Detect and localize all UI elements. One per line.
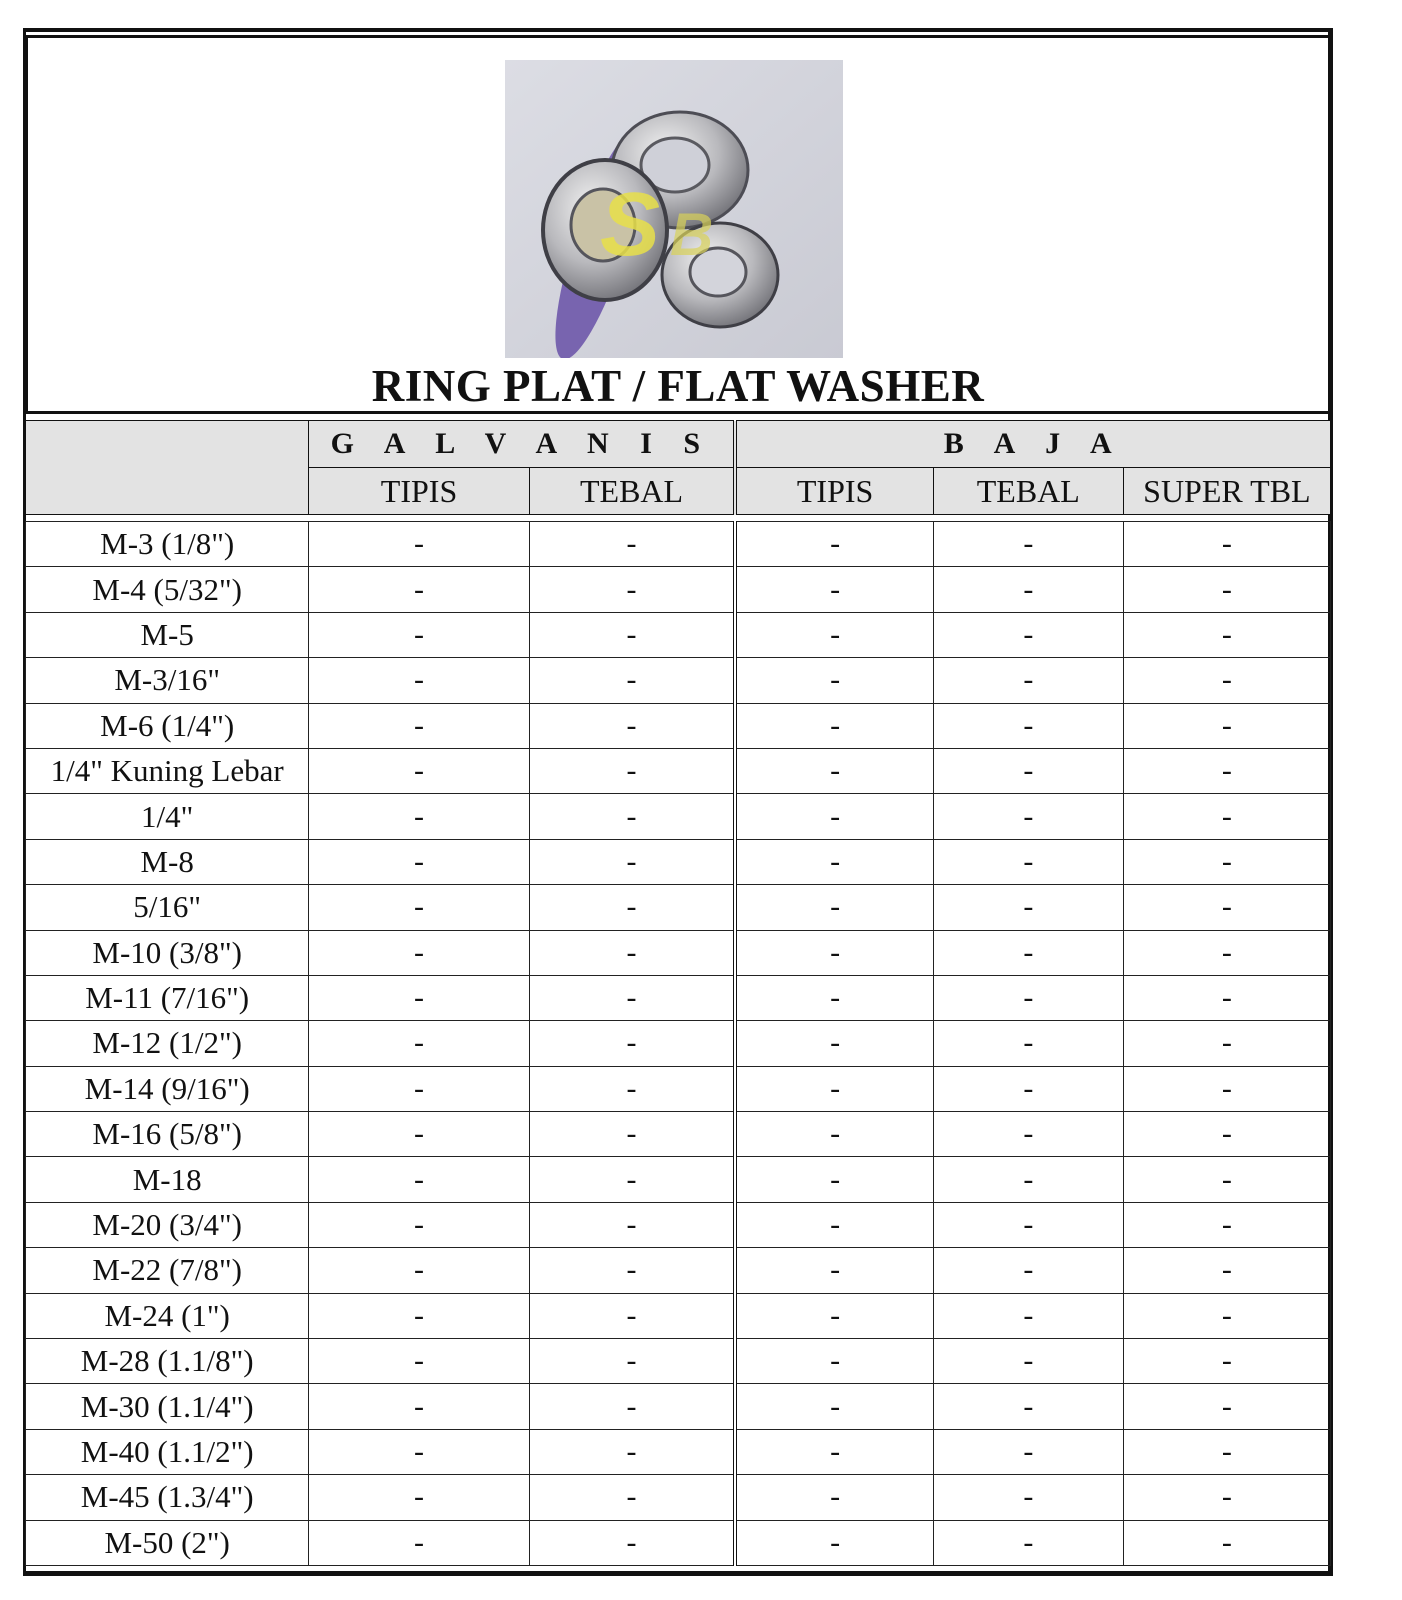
galvanis-tebal-cell: - [529, 839, 735, 884]
baja-super-cell: - [1123, 975, 1330, 1020]
baja-super-cell: - [1123, 1339, 1330, 1384]
galvanis-tebal-cell: - [529, 522, 735, 567]
table-row [26, 1066, 1331, 1111]
galvanis-tebal-cell: - [529, 1520, 735, 1565]
table-row [26, 1475, 1331, 1520]
baja-tipis-cell: - [735, 703, 933, 748]
baja-tebal-cell: - [933, 1339, 1123, 1384]
table-row [26, 1202, 1331, 1247]
galvanis-tebal-cell: - [529, 930, 735, 975]
galvanis-tipis-cell: - [309, 1475, 529, 1520]
galvanis-tebal-cell: - [529, 1021, 735, 1066]
baja-tipis-cell: - [735, 522, 933, 567]
galvanis-tipis-cell: - [309, 522, 529, 567]
baja-tebal-cell: - [933, 612, 1123, 657]
header-blank-cell [26, 421, 309, 515]
baja-tebal-cell: - [933, 703, 1123, 748]
size-cell: M-16 (5/8") [26, 1112, 309, 1157]
galvanis-tebal-cell: - [529, 1202, 735, 1247]
baja-tipis-cell: - [735, 1520, 933, 1565]
baja-super-cell: - [1123, 658, 1330, 703]
baja-tipis-cell: - [735, 930, 933, 975]
baja-tipis-cell: - [735, 612, 933, 657]
baja-super-cell: - [1123, 522, 1330, 567]
size-cell: M-40 (1.1/2") [26, 1429, 309, 1474]
galvanis-tipis-cell: - [309, 703, 529, 748]
size-cell: M-50 (2") [26, 1520, 309, 1565]
galvanis-tebal-cell: - [529, 567, 735, 612]
size-cell: M-22 (7/8") [26, 1248, 309, 1293]
baja-super-cell: - [1123, 1202, 1330, 1247]
table-row [26, 658, 1331, 703]
galvanis-tipis-cell: - [309, 567, 529, 612]
table-row [26, 839, 1331, 884]
baja-tipis-cell: - [735, 839, 933, 884]
baja-tebal-cell: - [933, 1293, 1123, 1338]
baja-tebal-cell: - [933, 522, 1123, 567]
galvanis-tipis-cell: - [309, 1520, 529, 1565]
baja-super-cell: - [1123, 1293, 1330, 1338]
baja-tebal-cell: - [933, 930, 1123, 975]
galvanis-tebal-cell: - [529, 794, 735, 839]
column-header-baja-tebal: TEBAL [933, 468, 1123, 515]
baja-tipis-cell: - [735, 1112, 933, 1157]
baja-super-cell: - [1123, 703, 1330, 748]
column-header-galvanis-tipis: TIPIS [309, 468, 529, 515]
galvanis-tebal-cell: - [529, 1384, 735, 1429]
table-row [26, 1384, 1331, 1429]
baja-tebal-cell: - [933, 1248, 1123, 1293]
size-cell: M-20 (3/4") [26, 1202, 309, 1247]
baja-super-cell: - [1123, 794, 1330, 839]
galvanis-tipis-cell: - [309, 1112, 529, 1157]
baja-tebal-cell: - [933, 658, 1123, 703]
baja-super-cell: - [1123, 1112, 1330, 1157]
logo-letter-b: B [670, 201, 714, 268]
table-row [26, 567, 1331, 612]
baja-tebal-cell: - [933, 885, 1123, 930]
galvanis-tebal-cell: - [529, 1066, 735, 1111]
baja-tipis-cell: - [735, 1066, 933, 1111]
baja-tipis-cell: - [735, 1475, 933, 1520]
baja-tebal-cell: - [933, 1202, 1123, 1247]
galvanis-tebal-cell: - [529, 1429, 735, 1474]
baja-tebal-cell: - [933, 567, 1123, 612]
baja-tipis-cell: - [735, 748, 933, 793]
baja-tebal-cell: - [933, 1066, 1123, 1111]
size-cell: M-8 [26, 839, 309, 884]
galvanis-tipis-cell: - [309, 1157, 529, 1202]
size-cell: 5/16" [26, 885, 309, 930]
table-row [26, 1157, 1331, 1202]
logo-letter-s: S [600, 175, 661, 275]
baja-tipis-cell: - [735, 1293, 933, 1338]
galvanis-tipis-cell: - [309, 794, 529, 839]
galvanis-tipis-cell: - [309, 975, 529, 1020]
baja-tipis-cell: - [735, 1157, 933, 1202]
size-cell: M-45 (1.3/4") [26, 1475, 309, 1520]
table-row [26, 794, 1331, 839]
group-header-galvanis: G A L V A N I S [309, 421, 736, 468]
baja-super-cell: - [1123, 1475, 1330, 1520]
baja-tebal-cell: - [933, 1384, 1123, 1429]
galvanis-tipis-cell: - [309, 930, 529, 975]
baja-tipis-cell: - [735, 1339, 933, 1384]
size-cell: M-10 (3/8") [26, 930, 309, 975]
galvanis-tipis-cell: - [309, 1429, 529, 1474]
baja-tipis-cell: - [735, 1202, 933, 1247]
table-row [26, 1293, 1331, 1338]
size-cell: 1/4" Kuning Lebar [26, 748, 309, 793]
table-row [26, 1339, 1331, 1384]
size-cell: M-28 (1.1/8") [26, 1339, 309, 1384]
washer-photo [505, 60, 843, 358]
baja-super-cell: - [1123, 612, 1330, 657]
column-header-baja-tipis: TIPIS [735, 468, 933, 515]
table-row [26, 1021, 1331, 1066]
table-row [26, 1112, 1331, 1157]
table-row [26, 703, 1331, 748]
galvanis-tipis-cell: - [309, 748, 529, 793]
table-row [26, 748, 1331, 793]
baja-super-cell: - [1123, 567, 1330, 612]
size-cell: 1/4" [26, 794, 309, 839]
galvanis-tebal-cell: - [529, 1293, 735, 1338]
baja-tipis-cell: - [735, 658, 933, 703]
baja-super-cell: - [1123, 1520, 1330, 1565]
galvanis-tipis-cell: - [309, 1021, 529, 1066]
baja-tipis-cell: - [735, 794, 933, 839]
group-header-baja: B A J A [735, 421, 1330, 468]
baja-super-cell: - [1123, 1157, 1330, 1202]
size-cell: M-18 [26, 1157, 309, 1202]
table-row [26, 930, 1331, 975]
baja-tipis-cell: - [735, 1429, 933, 1474]
baja-super-cell: - [1123, 930, 1330, 975]
galvanis-tebal-cell: - [529, 885, 735, 930]
price-table [25, 521, 1331, 1566]
galvanis-tipis-cell: - [309, 1384, 529, 1429]
galvanis-tebal-cell: - [529, 1475, 735, 1520]
table-row [26, 1429, 1331, 1474]
column-header-baja-super: SUPER TBL [1123, 468, 1330, 515]
galvanis-tipis-cell: - [309, 1248, 529, 1293]
galvanis-tebal-cell: - [529, 1248, 735, 1293]
galvanis-tebal-cell: - [529, 658, 735, 703]
galvanis-tebal-cell: - [529, 1112, 735, 1157]
table-row [26, 885, 1331, 930]
baja-super-cell: - [1123, 1066, 1330, 1111]
baja-tebal-cell: - [933, 1429, 1123, 1474]
galvanis-tipis-cell: - [309, 612, 529, 657]
table-row [26, 612, 1331, 657]
size-cell: M-3 (1/8") [26, 522, 309, 567]
galvanis-tebal-cell: - [529, 703, 735, 748]
baja-super-cell: - [1123, 1429, 1330, 1474]
baja-super-cell: - [1123, 1021, 1330, 1066]
table-row [26, 975, 1331, 1020]
baja-tebal-cell: - [933, 975, 1123, 1020]
baja-tipis-cell: - [735, 1248, 933, 1293]
galvanis-tipis-cell: - [309, 1066, 529, 1111]
galvanis-tebal-cell: - [529, 748, 735, 793]
baja-super-cell: - [1123, 885, 1330, 930]
baja-tebal-cell: - [933, 839, 1123, 884]
baja-super-cell: - [1123, 839, 1330, 884]
baja-tebal-cell: - [933, 748, 1123, 793]
baja-tipis-cell: - [735, 885, 933, 930]
baja-super-cell: - [1123, 1248, 1330, 1293]
galvanis-tebal-cell: - [529, 1339, 735, 1384]
baja-super-cell: - [1123, 748, 1330, 793]
baja-tipis-cell: - [735, 1384, 933, 1429]
table-row [26, 1248, 1331, 1293]
galvanis-tipis-cell: - [309, 1293, 529, 1338]
table-row [26, 1520, 1331, 1565]
size-cell: M-5 [26, 612, 309, 657]
column-header-galvanis-tebal: TEBAL [529, 468, 735, 515]
size-cell: M-6 (1/4") [26, 703, 309, 748]
galvanis-tipis-cell: - [309, 658, 529, 703]
galvanis-tipis-cell: - [309, 885, 529, 930]
size-cell: M-14 (9/16") [26, 1066, 309, 1111]
size-cell: M-30 (1.1/4") [26, 1384, 309, 1429]
galvanis-tipis-cell: - [309, 839, 529, 884]
galvanis-tebal-cell: - [529, 612, 735, 657]
size-cell: M-11 (7/16") [26, 975, 309, 1020]
galvanis-tebal-cell: - [529, 975, 735, 1020]
baja-tipis-cell: - [735, 975, 933, 1020]
baja-tipis-cell: - [735, 567, 933, 612]
table-row [26, 522, 1331, 567]
size-cell: M-3/16" [26, 658, 309, 703]
baja-super-cell: - [1123, 1384, 1330, 1429]
column-header-table [25, 420, 1331, 515]
baja-tebal-cell: - [933, 1520, 1123, 1565]
size-cell: M-12 (1/2") [26, 1021, 309, 1066]
baja-tipis-cell: - [735, 1021, 933, 1066]
galvanis-tipis-cell: - [309, 1339, 529, 1384]
size-cell: M-24 (1") [26, 1293, 309, 1338]
galvanis-tebal-cell: - [529, 1157, 735, 1202]
baja-tebal-cell: - [933, 1112, 1123, 1157]
page-title: RING PLAT / FLAT WASHER [371, 361, 985, 411]
baja-tebal-cell: - [933, 1157, 1123, 1202]
baja-tebal-cell: - [933, 794, 1123, 839]
galvanis-tipis-cell: - [309, 1202, 529, 1247]
baja-tebal-cell: - [933, 1475, 1123, 1520]
baja-tebal-cell: - [933, 1021, 1123, 1066]
size-cell: M-4 (5/32") [26, 567, 309, 612]
